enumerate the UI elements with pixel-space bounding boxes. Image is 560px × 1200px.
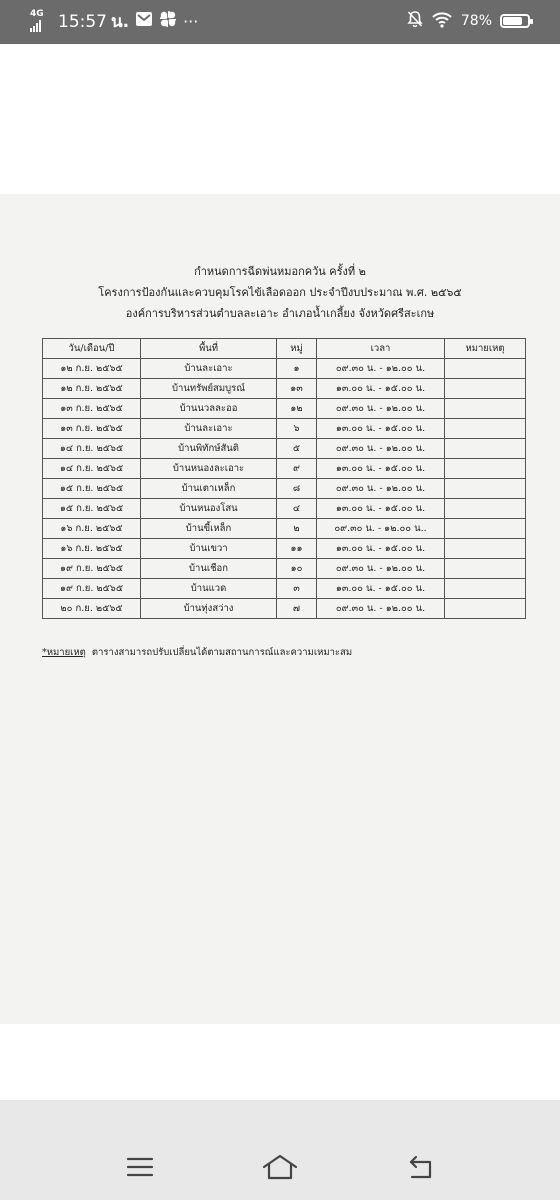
cell-time: ๑๓.๐๐ น. - ๑๕.๐๐ น.: [317, 579, 445, 599]
cell-area: บ้านเตาเหล็ก: [141, 479, 277, 499]
status-bar: [0, 0, 560, 44]
cell-date: ๒๐ ก.ย. ๒๕๖๕: [43, 599, 141, 619]
cell-village-no: ๘: [277, 479, 317, 499]
navigation-bar: [0, 1100, 560, 1200]
cell-village-no: ๕: [277, 439, 317, 459]
cell-area: บ้านหนองโสน: [141, 499, 277, 519]
cell-remark: [445, 499, 526, 519]
table-row: [43, 519, 526, 539]
cell-date: ๑๙ ก.ย. ๒๕๖๕: [43, 579, 141, 599]
table-row: [43, 419, 526, 439]
cell-village-no: ๙: [277, 459, 317, 479]
cell-village-no: ๗: [277, 599, 317, 619]
cell-time: ๐๙.๓๐ น. - ๑๒.๐๐ น.: [317, 399, 445, 419]
home-button[interactable]: [260, 1152, 300, 1182]
cell-area: บ้านทุ่งสว่าง: [141, 599, 277, 619]
status-right: [407, 10, 530, 32]
menu-button[interactable]: [120, 1152, 160, 1182]
more-indicator: ···: [183, 12, 199, 31]
cell-area: บ้านขี้เหล็ก: [141, 519, 277, 539]
cell-village-no: ๑๓: [277, 379, 317, 399]
table-row: [43, 379, 526, 399]
cell-village-no: ๑๐: [277, 559, 317, 579]
cell-area: บ้านเขวา: [141, 539, 277, 559]
cell-area: บ้านเชือก: [141, 559, 277, 579]
cell-date: ๑๓ ก.ย. ๒๕๖๕: [43, 399, 141, 419]
cell-date: ๑๙ ก.ย. ๒๕๖๕: [43, 559, 141, 579]
header-area: พื้นที่: [141, 339, 277, 359]
gmail-icon: [135, 11, 153, 32]
table-row: [43, 499, 526, 519]
cell-date: ๑๕ ก.ย. ๒๕๖๕: [43, 479, 141, 499]
cell-area: บ้านพิทักษ์สันติ: [141, 439, 277, 459]
cell-remark: [445, 359, 526, 379]
menu-icon: [120, 1152, 160, 1182]
cell-date: ๑๒ ก.ย. ๒๕๖๕: [43, 359, 141, 379]
cell-time: ๑๓.๐๐ น. - ๑๕.๐๐ น.: [317, 379, 445, 399]
network-type: 4G: [30, 8, 44, 19]
cell-remark: [445, 419, 526, 439]
table-row: [43, 459, 526, 479]
cell-date: ๑๔ ก.ย. ๒๕๖๕: [43, 459, 141, 479]
cell-area: บ้านละเอาะ: [141, 359, 277, 379]
cell-area: บ้านละเอาะ: [141, 419, 277, 439]
cell-village-no: ๖: [277, 419, 317, 439]
cell-village-no: ๒: [277, 519, 317, 539]
cell-remark: [445, 599, 526, 619]
table-row: [43, 539, 526, 559]
cell-date: ๑๒ ก.ย. ๒๕๖๕: [43, 379, 141, 399]
cell-time: ๐๙.๓๐ น. - ๑๒.๐๐ น.: [317, 479, 445, 499]
back-button[interactable]: [400, 1152, 440, 1182]
table-row: [43, 479, 526, 499]
cell-time: ๐๙.๓๐ น. - ๑๒.๐๐ น.: [317, 599, 445, 619]
cell-remark: [445, 459, 526, 479]
battery-percent: 78%: [460, 13, 492, 29]
cell-remark: [445, 559, 526, 579]
cell-remark: [445, 399, 526, 419]
cell-area: บ้านหนองละเอาะ: [141, 459, 277, 479]
table-row: [43, 579, 526, 599]
bell-off-icon: [407, 10, 423, 32]
schedule-document[interactable]: [0, 194, 560, 1024]
table-body: [43, 359, 526, 619]
cell-remark: [445, 579, 526, 599]
cell-village-no: ๑๒: [277, 399, 317, 419]
cell-time: ๑๓.๐๐ น. - ๑๕.๐๐ น.: [317, 419, 445, 439]
table-row: [43, 559, 526, 579]
table-row: [43, 599, 526, 619]
cell-time: ๑๓.๐๐ น. - ๑๕.๐๐ น.: [317, 539, 445, 559]
document-title: กำหนดการฉีดพ่นหมอกควัน ครั้งที่ ๒: [194, 265, 366, 278]
cell-date: ๑๓ ก.ย. ๒๕๖๕: [43, 419, 141, 439]
cell-date: ๑๖ ก.ย. ๒๕๖๕: [43, 539, 141, 559]
table-row: [43, 399, 526, 419]
battery-icon: [500, 14, 530, 28]
cell-remark: [445, 519, 526, 539]
wifi-icon: [431, 10, 453, 32]
footnote-text: ตารางสามารถปรับเปลี่ยนได้ตามสถานการณ์และความเหมาะสม: [91, 647, 353, 658]
header-village-no: หมู่: [277, 339, 317, 359]
cell-remark: [445, 539, 526, 559]
header-time: เวลา: [317, 339, 445, 359]
cell-remark: [445, 479, 526, 499]
cell-time: ๑๓.๐๐ น. - ๑๕.๐๐ น.: [317, 499, 445, 519]
header-date: วัน/เดือน/ปี: [43, 339, 141, 359]
document-subtitle-project: โครงการป้องกันและควบคุมโรคไข้เลือดออก ประจำปีงบประมาณ พ.ศ. ๒๕๖๕: [98, 286, 462, 299]
clock-suffix: น.: [111, 12, 130, 32]
cell-remark: [445, 439, 526, 459]
cell-village-no: ๑: [277, 359, 317, 379]
cell-time: ๐๙.๓๐ น. - ๑๒.๐๐ น.: [317, 559, 445, 579]
cell-time: ๐๙.๓๐ น. - ๑๒.๐๐ น..: [317, 519, 445, 539]
table-row: [43, 439, 526, 459]
cell-date: ๑๕ ก.ย. ๒๕๖๕: [43, 499, 141, 519]
cell-village-no: ๑๑: [277, 539, 317, 559]
status-left: [30, 8, 198, 35]
cell-time: ๐๙.๓๐ น. - ๑๒.๐๐ น.: [317, 359, 445, 379]
cell-date: ๑๖ ก.ย. ๒๕๖๕: [43, 519, 141, 539]
table-header-row: [43, 339, 526, 359]
pinwheel-icon: [159, 10, 177, 33]
cell-area: บ้านทรัพย์สมบูรณ์: [141, 379, 277, 399]
signal-icon: [30, 10, 52, 34]
footnote: [42, 645, 352, 660]
back-icon: [400, 1152, 440, 1182]
header-remark: หมายเหตุ: [445, 339, 526, 359]
cell-area: บ้านนวลละออ: [141, 399, 277, 419]
cell-time: ๐๙.๓๐ น. - ๑๒.๐๐ น.: [317, 439, 445, 459]
cell-remark: [445, 379, 526, 399]
cell-village-no: ๓: [277, 579, 317, 599]
cell-area: บ้านแวด: [141, 579, 277, 599]
cell-time: ๑๓.๐๐ น. - ๑๕.๐๐ น.: [317, 459, 445, 479]
home-icon: [260, 1152, 300, 1182]
schedule-table: [42, 338, 526, 619]
table-row: [43, 359, 526, 379]
clock: 15:57: [58, 11, 107, 32]
cell-village-no: ๔: [277, 499, 317, 519]
document-subtitle-organization: องค์การบริหารส่วนตำบลละเอาะ อำเภอน้ำเกลี้ยง จังหวัดศรีสะเกษ: [125, 307, 435, 320]
image-viewer[interactable]: [0, 44, 560, 1100]
cell-date: ๑๔ ก.ย. ๒๕๖๕: [43, 439, 141, 459]
footnote-label: *หมายเหตุ: [42, 647, 86, 658]
